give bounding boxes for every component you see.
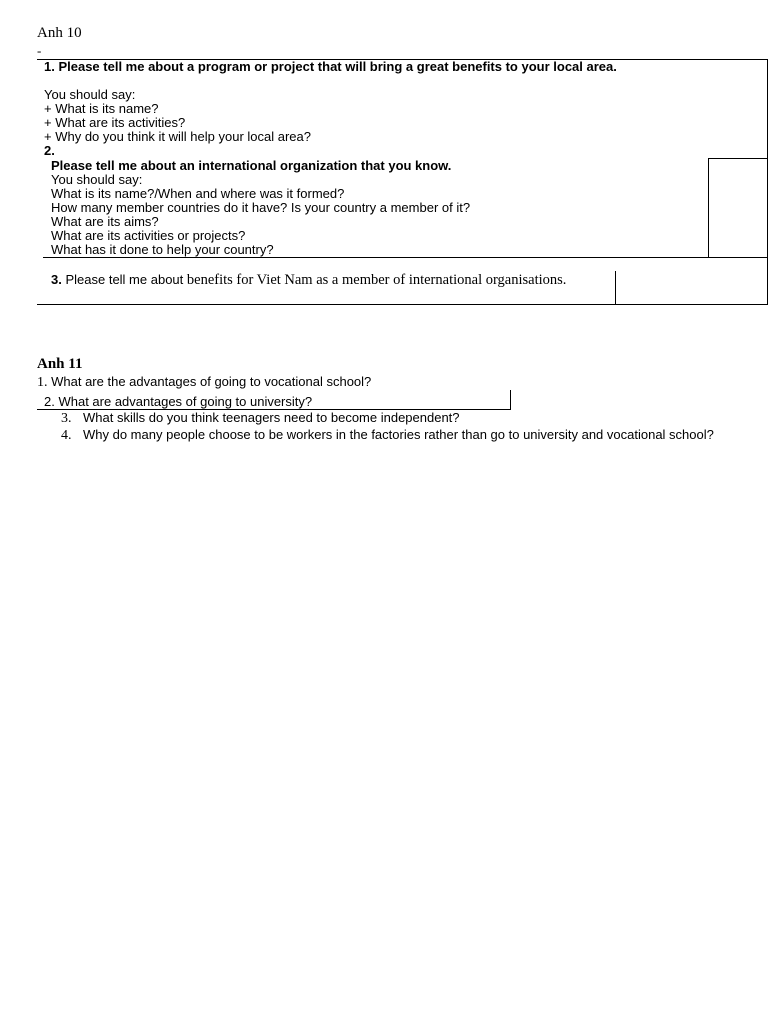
q2-number: 2. [44,143,55,158]
q1-heading: 1. Please tell me about a program or project that will bring a great benefits to your local area. [44,59,617,74]
q1-line: + What are its activities? [44,115,186,130]
section-title-anh11: Anh 11 [37,356,83,372]
q2-heading: Please tell me about an international organization that you know. [51,158,452,173]
q2-line: How many member countries do it have? Is your country a member of it? [51,200,471,215]
q3-number: 3. [51,272,62,287]
q2-line: What is its name?/When and where was it formed? [51,186,345,201]
table-bottom-border [37,304,768,305]
dash-marker: - [37,43,42,58]
list-item-text: What are the advantages of going to vocational school? [51,374,372,389]
list-item-text: What skills do you think teenagers need to become independent? [83,410,460,425]
side-cell-left-border [708,158,709,257]
list-item-text: What are advantages of going to university? [58,394,313,409]
list-item-number: 1. [37,375,48,390]
q2-box-right-border [510,390,511,409]
q3-text-serif: benefits for Viet Nam as a member of international organisations. [186,272,567,288]
q2-line: What are its activities or projects? [51,228,246,243]
q1-line: + What is its name? [44,101,159,116]
q1-line: + Why do you think it will help your local area? [44,129,311,144]
q2-line: What has it done to help your country? [51,242,274,257]
q2-line: What are its aims? [51,214,159,229]
list-item [44,395,312,409]
list-item-text: Why do many people choose to be workers in the factories rather than go to university and vocational school? [83,427,714,442]
list-item-number: 4. [61,428,72,443]
row-divider [43,257,768,258]
q3-cell-right-border [615,271,616,305]
list-item-number: 2. [44,394,55,409]
list-item [61,427,714,444]
list-item [37,374,371,391]
section-title-anh10: Anh 10 [37,25,82,41]
q3-row [51,272,566,289]
q2-line: You should say: [51,172,143,187]
list-item-number: 3. [61,411,72,426]
q1-line: You should say: [44,87,136,102]
side-cell-top-border [708,158,768,159]
q3-text-sans: Please tell me about [65,272,184,287]
list-item [61,410,460,427]
